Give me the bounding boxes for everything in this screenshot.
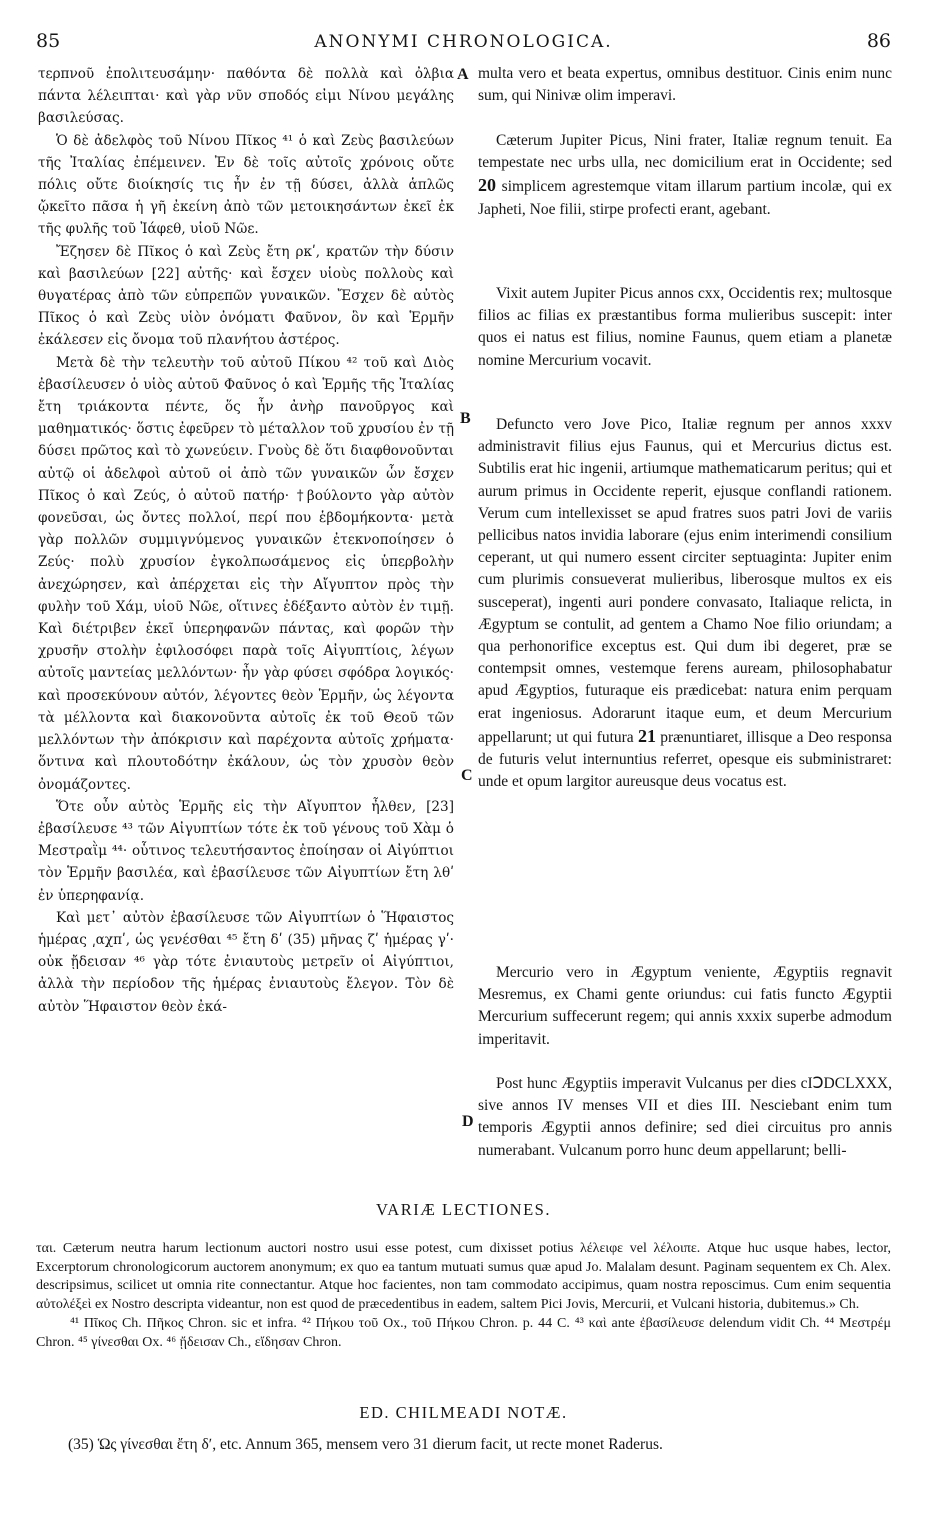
- greek-column: [38, 63, 454, 1018]
- greek-paragraph: Καὶ μετ᾽ αὐτὸν ἐβασίλευσε τῶν Αἰγυπτίων ὁ Ἥφαιστος ἡμέρας ͵αχπʹ, ὡς γενέσθαι ⁴⁵ ἔτη δʹ (35) μῆνας ζʹ ἡμέρας γʹ· οὐκ ᾔδεισαν ⁴⁶ γὰρ τότε ἐνιαυτοὺς μετρεῖν οἱ Αἰγύπτιοι, ἀλλὰ τὴν περίοδον τῆς ἡμέρας ἐνιαυτοὺς ἔλεγον. Τὸν δὲ αὐτὸν Ἥφαιστον θεὸν ἐκά-: [38, 909, 454, 1015]
- variae-lectiones-heading: VARIÆ LECTIONES.: [376, 1200, 551, 1219]
- latin-text: Defuncto vero Jove Pico, Italiæ regnum per annos xxxv administravit filius ejus Faunus, qui et Mercurius dictus est. Subtilis erat hic ingenii, artiumque mathematicarum peritus; qui et aurum primus in Occidente reperit, ejusque conflandi rationem. Verum cum intellexisset se apud fratres suos patri Jovi de variis pellicibus natos invidia laborare (ejus enim interimendi consilium ceperant, ut qui numero essent circiter septuaginta: Jupiter enim cum plurimis consueverat mulieribus, liberosque multos ex eis susceperat), ingenti auri pondere convasato, Italiaque relicta, in Ægyptum se contulit, ad gentem a Chamo Noe filio oriundam; a qua perhonorifice exceptus est. Qui dum ibi degeret, præ se contempsit omnes, vestemque ferens auream, philosophabatur apud Ægyptios, futuraque eis prædicebat: natura enim perquam erat ingeniosus. Adorarunt itaque eum, et deum Mercurium appellarunt; ut qui futura: [478, 416, 892, 746]
- latin-column-block-6: [478, 1073, 892, 1162]
- latin-text: prænuntiaret, illisque a Deo responsa de futuris velut internuntius referret, opesque eis subministraret: unde et opum largitor aureusque deus vocatus est.: [478, 728, 893, 791]
- chilmead-notes-heading: ED. CHILMEADI NOTÆ.: [359, 1403, 568, 1422]
- latin-column-block-2: [478, 130, 892, 221]
- section-letter-b: B: [460, 410, 471, 427]
- greek-paragraph: τερπνοῦ ἐπολιτευσάμην· παθόντα δὲ πολλὰ καὶ ὀλβια πάντα λέλειπται· καὶ γὰρ νῦν σποδός εἰμι Νίνου μεγάλης βασιλεύσας.: [38, 66, 454, 127]
- greek-paragraph: Μετὰ δὲ τὴν τελευτὴν τοῦ αὐτοῦ Πίκου ⁴² τοῦ καὶ Διὸς ἐβασίλευσεν ὁ υἱὸς αὐτοῦ Φαῦνος ὁ καὶ Ἑρμῆς τῆς Ἰταλίας ἔτη τριάκοντα πέντε, ὅς ἦν ἀνὴρ πανοῦργος καὶ μαθηματικός· ὅστις ἐφεῦρεν τὸ μέταλλον τοῦ χρυσίου ἐν τῇ δύσει πρῶτος καὶ τὸ χωνεύειν. Γνοὺς δὲ ὅτι διαφθονοῦνται αὐτῷ οἱ ἀδελφοὶ αὐτοῦ οἱ ἀπὸ τῶν γυναικῶν ὧν ἔσχεν Πῖκος ὁ καὶ Ζεύς, ὁ αὐτοῦ πατήρ· †βούλοντο γὰρ αὐτὸν φονεῦσαι, ὡς ὄντες πολλοί, περί που ἑβδομήκοντα· μετὰ γὰρ πολλῶν συμμιγνύμενος γυναικῶν ἐτεκνοποίησεν ὁ Ζεύς· πολὺ χρυσίον ἐγκολπωσάμενος εἰς ὑπερβολὴν ἀνεχώρησεν, καὶ ἀπέρχεται εἰς τὴν Αἴγυπτον πρὸς τὴν φυλὴν τοῦ Χάμ, υἱοῦ Νῶε, οἵτινες ἐδέξαντο αὐτὸν ἐν τιμῇ. Καὶ διέτριβεν ἐκεῖ ὑπερηφανῶν πάντας, καὶ φορῶν τὴν χρυσῆν στολὴν ἐφιλοσόφει παρὰ τοῖς Αἰγυπτίοις, λέγων αὐτοῖς μαντείας μελλόντων· ἦν γὰρ φύσει σφόδρα λογικός· καὶ προσεκύνουν αὐτόν, λέγοντες θεὸν Ἑρμῆν, ὡς λέγοντα τὰ μέλλοντα καὶ διακονοῦντα αὐτοῖς ἐκ τοῦ Θεοῦ τῶν μελλόντων τὴν ἀπόκρισιν καὶ παρέχοντα αὐτοῖς χρήματα· ὅντινα καὶ πλουτοδότην ἐκάλουν, ὡς τὸν χρυσὸν θεὸν ὀνομάζοντες.: [38, 354, 454, 793]
- page-number-left: 85: [36, 30, 61, 52]
- running-header: [36, 30, 891, 60]
- latin-column-block-4: [478, 414, 892, 793]
- latin-text: simplicem agrestemque vitam illarum partium incolæ, qui ex Japheti, Noe filii, stirpe profecti erant, agebant.: [478, 178, 892, 218]
- variae-lectiones-notes: [36, 1240, 891, 1352]
- greek-paragraph: Ὁ δὲ ἀδελφὸς τοῦ Νίνου Πῖκος ⁴¹ ὁ καὶ Ζεὺς βασιλεύων τῆς Ἰταλίας ἐπέμεινεν. Ἐν δὲ τοῖς αὐτοῖς χρόνοις οὔτε πόλις οὔτε διοίκησίς τις ἦν ἐν τῇ δύσει, ἀλλὰ ἁπλῶς ᾤκεῖτο πᾶσα ἡ γῆ ἐκείνη ἀπὸ τῶν μετοικησάντων ἐκεῖ ἐκ τῆς φυλῆς τοῦ Ἰάφεθ, υἱοῦ Νῶε.: [38, 132, 454, 238]
- latin-text: Cæterum Jupiter Picus, Nini frater, Italiæ regnum tenuit. Ea tempestate nec urbs ulla, nec domicilium erat in Occidente; sed: [478, 132, 892, 172]
- greek-paragraph: Ἔζησεν δὲ Πῖκος ὁ καὶ Ζεὺς ἔτη ρκʹ, κρατῶν τὴν δύσιν καὶ βασιλεύων [22] αὐτῆς· καὶ ἔσχεν υἱοὺς πολλοὺς καὶ θυγατέρας ἀπὸ τῶν εὐπρεπῶν γυναικῶν. Ἔσχεν δὲ αὐτὸς Πῖκος ὁ καὶ Ζεὺς υἱὸν ὀνόματι Φαῦνον, ὃν καὶ Ἑρμῆν ἐκάλεσεν εἰς ὄνομα τοῦ πλανήτου ἀστέρος.: [38, 243, 454, 349]
- note-paragraph: ται. Cæterum neutra harum lectionum auctori nostro usui esse potest, cum dixisset potius λέλειφε vel λέλοιπε. Atque huc usque habes, lector, Excerptorum chronologicorum auctorem anonymum; ex quo ea tantum mutuati sumus quæ apud Jo. Malalam desunt. Paginam sequentem ex Ch. Alex. descripsimus, scilicet ut omnia rite connectantur. Atque hoc facientes, non tam commodato accipimus, quam nostra reposcimus. Cum enim sequentia αὐτολέξεὶ ex Nostro descripta videantur, non est quod de præcedentibus in eadem, saltem Pici Jovis, Mercurii, et Vulcani historia, dubitemus.» Ch.: [36, 1241, 891, 1313]
- latin-paragraph: [478, 414, 892, 793]
- section-letter-a: A: [457, 66, 469, 83]
- note-paragraph: ⁴¹ Πῖκος Ch. Πῆκος Chron. sic et infra. ⁴² Πήκου τοῦ Ox., τοῦ Πήκου Chron. p. 44 C. ⁴³ καὶ ante ἐβασίλευσε delendum vidit Ch. ⁴⁴ Μεστρέμ Chron. ⁴⁵ γίνεσθαι Ox. ⁴⁶ ᾔδεισαν Ch., εἴδησαν Chron.: [36, 1315, 891, 1350]
- section-number: 20: [478, 175, 496, 196]
- chilmead-note: (35) Ὡς γίνεσθαι ἔτη δʹ, etc. Annum 365, mensem vero 31 dierum facit, ut recte monet Raderus.: [68, 1436, 663, 1453]
- page-number-right: 86: [866, 30, 891, 52]
- latin-column-block-1: [478, 63, 892, 107]
- latin-paragraph: Vixit autem Jupiter Picus annos cxx, Occidentis rex; multosque filios ac filias ex præstantibus forma mulieribus suscepit: inter quos ei natus est filius, nomine Faunus, quem etiam a planetæ nomine Mercurium vocavit.: [478, 285, 892, 369]
- latin-paragraph: [478, 130, 892, 221]
- section-number: 21: [637, 725, 656, 746]
- page-title: ANONYMI CHRONOLOGICA.: [314, 32, 613, 52]
- latin-column-block-3: [478, 283, 892, 372]
- section-letter-d: D: [462, 1113, 474, 1130]
- latin-paragraph: Mercurio vero in Ægyptum veniente, Ægyptiis regnavit Mesremus, ex Chami gente oriundus: cui fatis functo Ægyptii Mercurium suffecerunt regem; qui annis xxxix superbe admodum imperitavit.: [478, 964, 892, 1048]
- latin-paragraph: Post hunc Ægyptiis imperavit Vulcanus per dies cIↃDCLXXX, sive annos IV menses VII et dies III. Nesciebant enim tum temporis Ægyptii annos definire; sed diei circuitus pro annis numerabant. Vulcanum porro hunc deum appellarunt; belli-: [478, 1075, 892, 1159]
- latin-paragraph: multa vero et beata expertus, omnibus destituor. Cinis enim nunc sum, qui Ninivæ olim imperavi.: [478, 65, 892, 105]
- section-letter-c: C: [461, 767, 473, 784]
- greek-paragraph: Ὅτε οὖν αὐτὸς Ἑρμῆς εἰς τὴν Αἴγυπτον ἦλθεν, [23] ἐβασίλευσε ⁴³ τῶν Αἰγυπτίων τότε ἐκ τοῦ γένους τοῦ Χὰμ ὁ Μεστραῒμ ⁴⁴· οὗτινος τελευτήσαντος ἐποίησαν οἱ Αἰγύπτιοι τὸν Ἑρμῆν βασιλέα, καὶ ἐβασίλευσε τῶν Αἰγυπτίων ἔτη λθʹ ἐν ὑπερηφανίᾳ.: [38, 798, 454, 904]
- latin-column-block-5: [478, 962, 892, 1051]
